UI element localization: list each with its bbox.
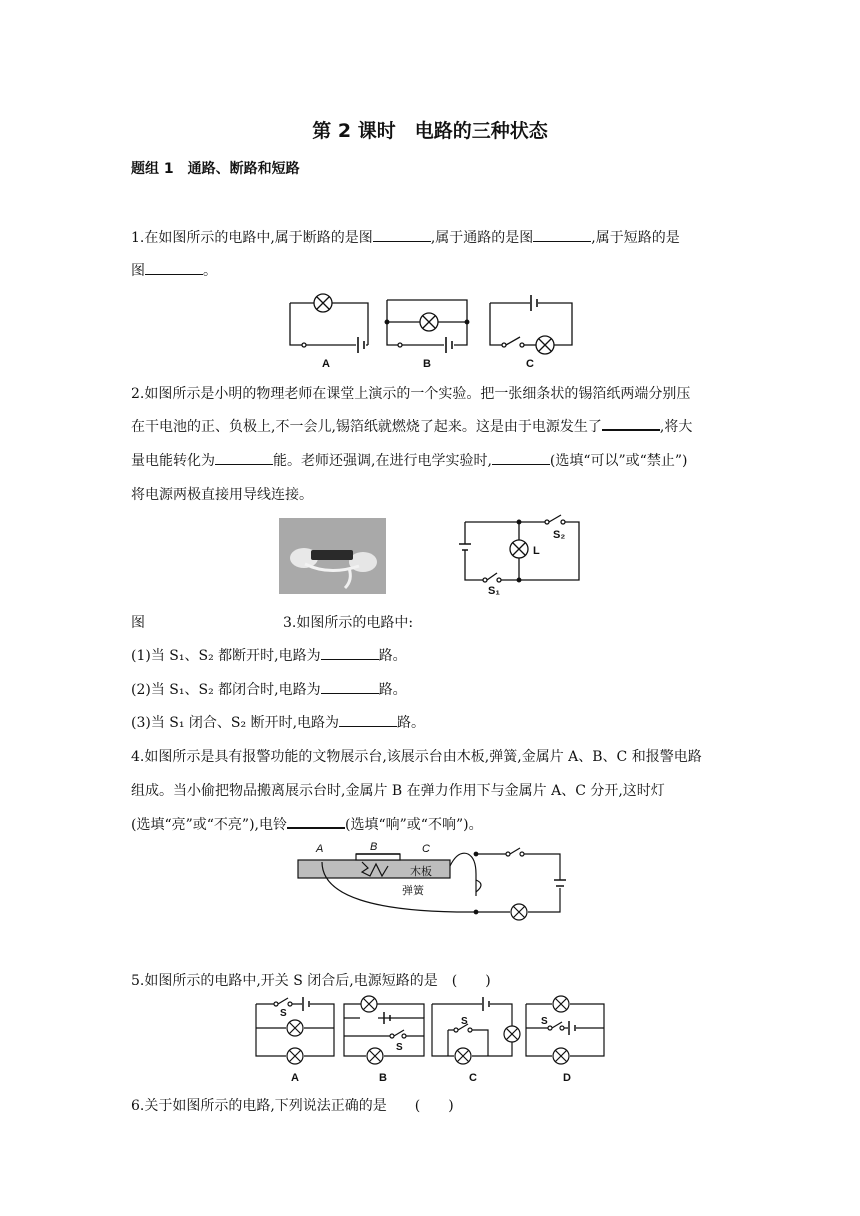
label-lamp: L [533,545,540,557]
q1-circuit-figures [280,290,580,372]
label-board: 木板 [410,866,432,878]
q3-part2 [131,679,407,699]
q3-p1-text: (1)当 S₁、S₂ 都断开时,电路为 [131,648,321,664]
q3-part1 [131,645,407,665]
option-label-d: D [563,1072,571,1084]
bell-icon [476,880,481,892]
answer-blank [492,452,550,465]
q2-line2 [131,416,692,436]
switch-s1-icon [487,573,497,580]
circuit-c [490,295,572,354]
q3-intro: 3.如图所示的电路中: [283,615,414,631]
q1-text-c: ,属于短路的是 [591,230,680,246]
circuit-option-d [526,996,604,1064]
q3-p2-text: (2)当 S₁、S₂ 都闭合时,电路为 [131,682,321,698]
q5-circuit-options [250,992,610,1086]
q4-alarm-figure [296,838,572,928]
switch-s2-icon [549,515,561,522]
group-heading: 题组 1 通路、断路和短路 [131,161,300,177]
answer-blank [373,229,431,242]
answer-blank [287,815,345,829]
option-label-c: C [469,1072,477,1084]
q4-line1: 4.如图所示是具有报警功能的文物展示台,该展示台由木板,弹簧,金属片 A、B、C 和报警电路 [131,749,702,765]
circuit-option-c [432,997,520,1064]
q5-text: 5.如图所示的电路中,开关 S 闭合后,电源短路的是 ( ) [131,973,491,989]
label-c: C [422,843,430,855]
battery-icon [446,337,452,353]
answer-blank [321,647,379,660]
label-b: B [370,841,378,853]
q4-text-a: (选填“亮”或“不亮”),电铃 [131,817,288,833]
answer-blank [145,262,203,275]
q3-part3 [131,712,425,732]
battery-icon [358,337,364,353]
switch-icon [510,848,520,854]
q1-line1 [131,227,680,247]
switch-label-c: S [461,1016,468,1027]
label-a: A [316,843,324,855]
switch-label-d: S [541,1016,548,1027]
figure-label-b: B [423,358,431,370]
q2-text-b: ,将大 [659,419,693,435]
figure-caption: 图 [131,615,145,631]
switch-label-b: S [396,1042,403,1053]
label-s1: S₁ [488,585,500,597]
q3-p3-end: 路。 [397,715,426,731]
label-spring: 弹簧 [402,885,424,897]
option-label-a: A [291,1072,299,1084]
q4-text-b: (选填“响”或“不响”)。 [345,817,483,833]
answer-blank [602,417,660,431]
q3-heading-line [131,612,145,632]
switch-label-a: S [280,1008,287,1019]
q1-text-e: 。 [203,263,217,279]
q4-line3 [131,814,483,834]
answer-blank [339,714,397,727]
q1-text-b: ,属于通路的是图 [430,230,534,246]
q3-p2-end: 路。 [378,682,407,698]
q4-line2: 组成。当小偷把物品搬离展示台时,金属片 B 在弹力作用下与金属片 A、C 分开,这时灯 [131,783,665,799]
answer-blank [215,452,273,465]
circuit-option-b [344,996,424,1064]
q1-text-a: 1.在如图所示的电路中,属于断路的是图 [131,230,373,246]
q1-text-d: 图 [131,263,145,279]
q3-p1-end: 路。 [378,648,407,664]
battery-icon [531,295,537,311]
q2-text-d: 能。老师还强调,在进行电学实验时, [273,453,492,469]
circuit-b [385,300,469,353]
page-title: 第 2 课时 电路的三种状态 [312,120,548,142]
q3-circuit [455,510,585,598]
battery-icon [459,544,471,550]
option-label-b: B [379,1072,387,1084]
battery-foil-image [279,518,386,594]
q2-text-c: 量电能转化为 [131,453,215,469]
figure-label-c: C [526,358,534,370]
foil-experiment-photo [279,518,386,594]
q1-line2 [131,260,217,280]
q2-line3 [131,450,687,470]
answer-blank [533,229,591,242]
q2-line4: 将电源两极直接用导线连接。 [131,487,313,503]
label-s2: S₂ [553,529,566,541]
q3-p3-text: (3)当 S₁ 闭合、S₂ 断开时,电路为 [131,715,340,731]
q2-text-e: (选填“可以”或“禁止”) [549,453,688,469]
q6-text: 6.关于如图所示的电路,下列说法正确的是 ( ) [131,1098,454,1114]
circuit-option-a [256,997,334,1064]
q2-text-a: 在干电池的正、负极上,不一会儿,锡箔纸就燃烧了起来。这是由于电源发生了 [131,419,602,435]
answer-blank [321,681,379,694]
q2-line1: 2.如图所示是小明的物理老师在课堂上演示的一个实验。把一张细条状的锡箔纸两端分别压 [131,386,691,402]
circuit-a [290,294,368,353]
battery-icon [554,880,566,886]
figure-label-a: A [322,358,330,370]
